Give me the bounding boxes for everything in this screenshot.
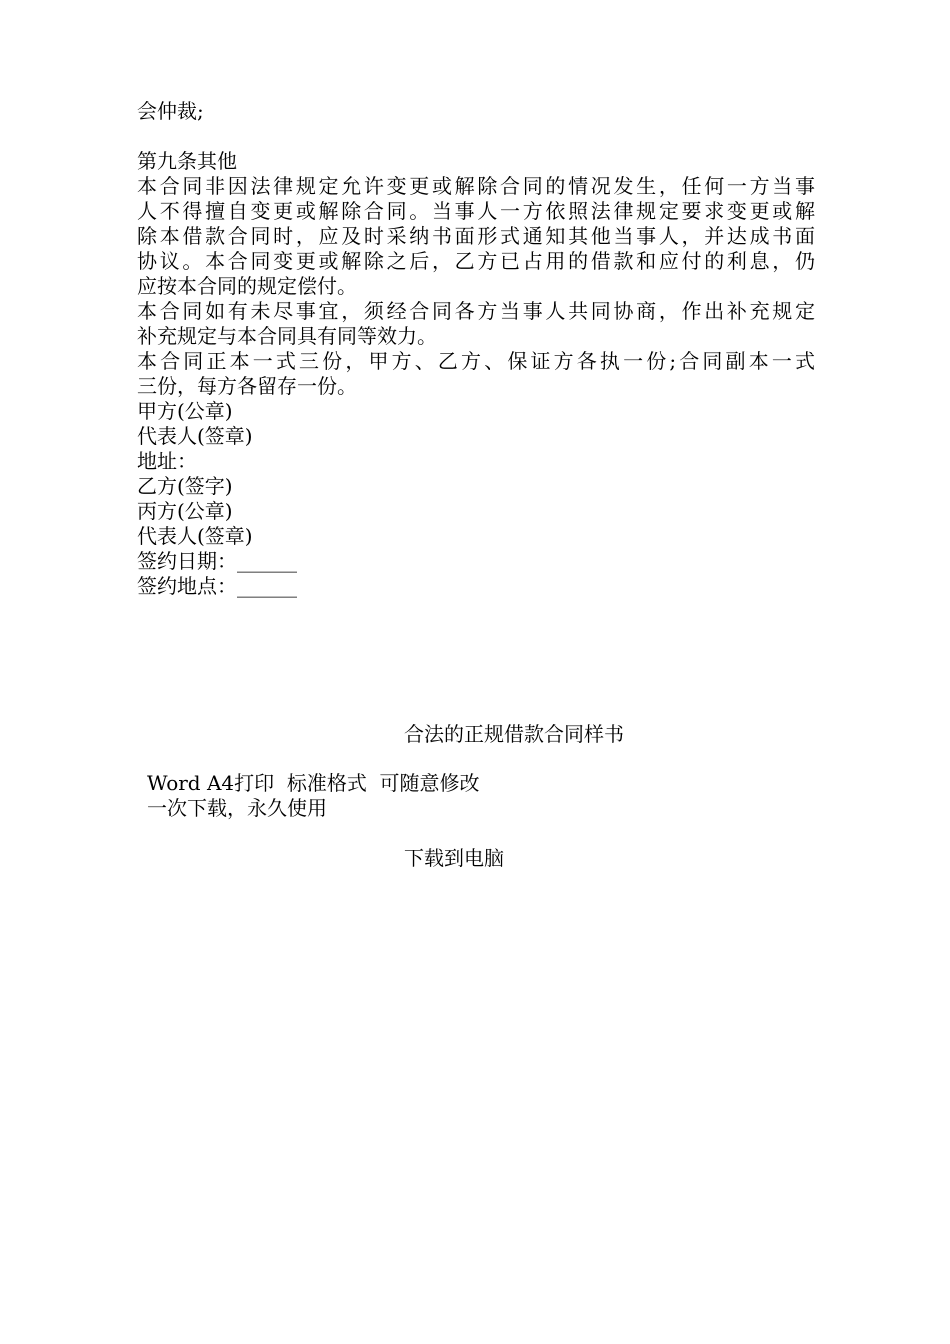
blank-line	[137, 124, 815, 149]
text-line: 三份，每方各留存一份。	[137, 374, 357, 398]
text-line: 应按本合同的规定偿付。	[137, 274, 357, 298]
text-line: 本合同非因法律规定允许变更或解除合同的情况发生，任何一方当事	[137, 174, 815, 198]
promo-features	[147, 771, 480, 821]
signature-party-a: 甲方(公章)	[137, 399, 233, 423]
text-line: 会仲裁;	[137, 99, 204, 123]
promo-feature-line: 一次下载，永久使用	[147, 796, 327, 820]
signature-representative: 代表人(签章)	[137, 424, 253, 448]
signing-place: 签约地点：______	[137, 574, 297, 598]
signature-party-b: 乙方(签字)	[137, 474, 233, 498]
signing-date: 签约日期：______	[137, 549, 297, 573]
promo-feature-line: Word A4打印 标准格式 可随意修改	[147, 771, 480, 795]
text-line: 除本借款合同时，应及时采纳书面形式通知其他当事人，并达成书面	[137, 224, 815, 248]
download-link[interactable]: 下载到电脑	[404, 846, 504, 870]
text-line: 人不得擅自变更或解除合同。当事人一方依照法律规定要求变更或解	[137, 199, 815, 223]
text-line: 本合同如有未尽事宜，须经合同各方当事人共同协商，作出补充规定	[137, 299, 815, 323]
text-line: 补充规定与本合同具有同等效力。	[137, 324, 437, 348]
signature-party-c: 丙方(公章)	[137, 499, 233, 523]
contract-body	[137, 99, 815, 599]
signature-representative: 代表人(签章)	[137, 524, 253, 548]
promo-title: 合法的正规借款合同样书	[404, 722, 624, 746]
text-line: 协议。本合同变更或解除之后，乙方已占用的借款和应付的利息，仍	[137, 249, 815, 273]
signature-address: 地址：	[137, 449, 197, 473]
section-heading: 第九条其他	[137, 149, 237, 173]
text-line: 本合同正本一式三份，甲方、乙方、保证方各执一份;合同副本一式	[137, 349, 815, 373]
